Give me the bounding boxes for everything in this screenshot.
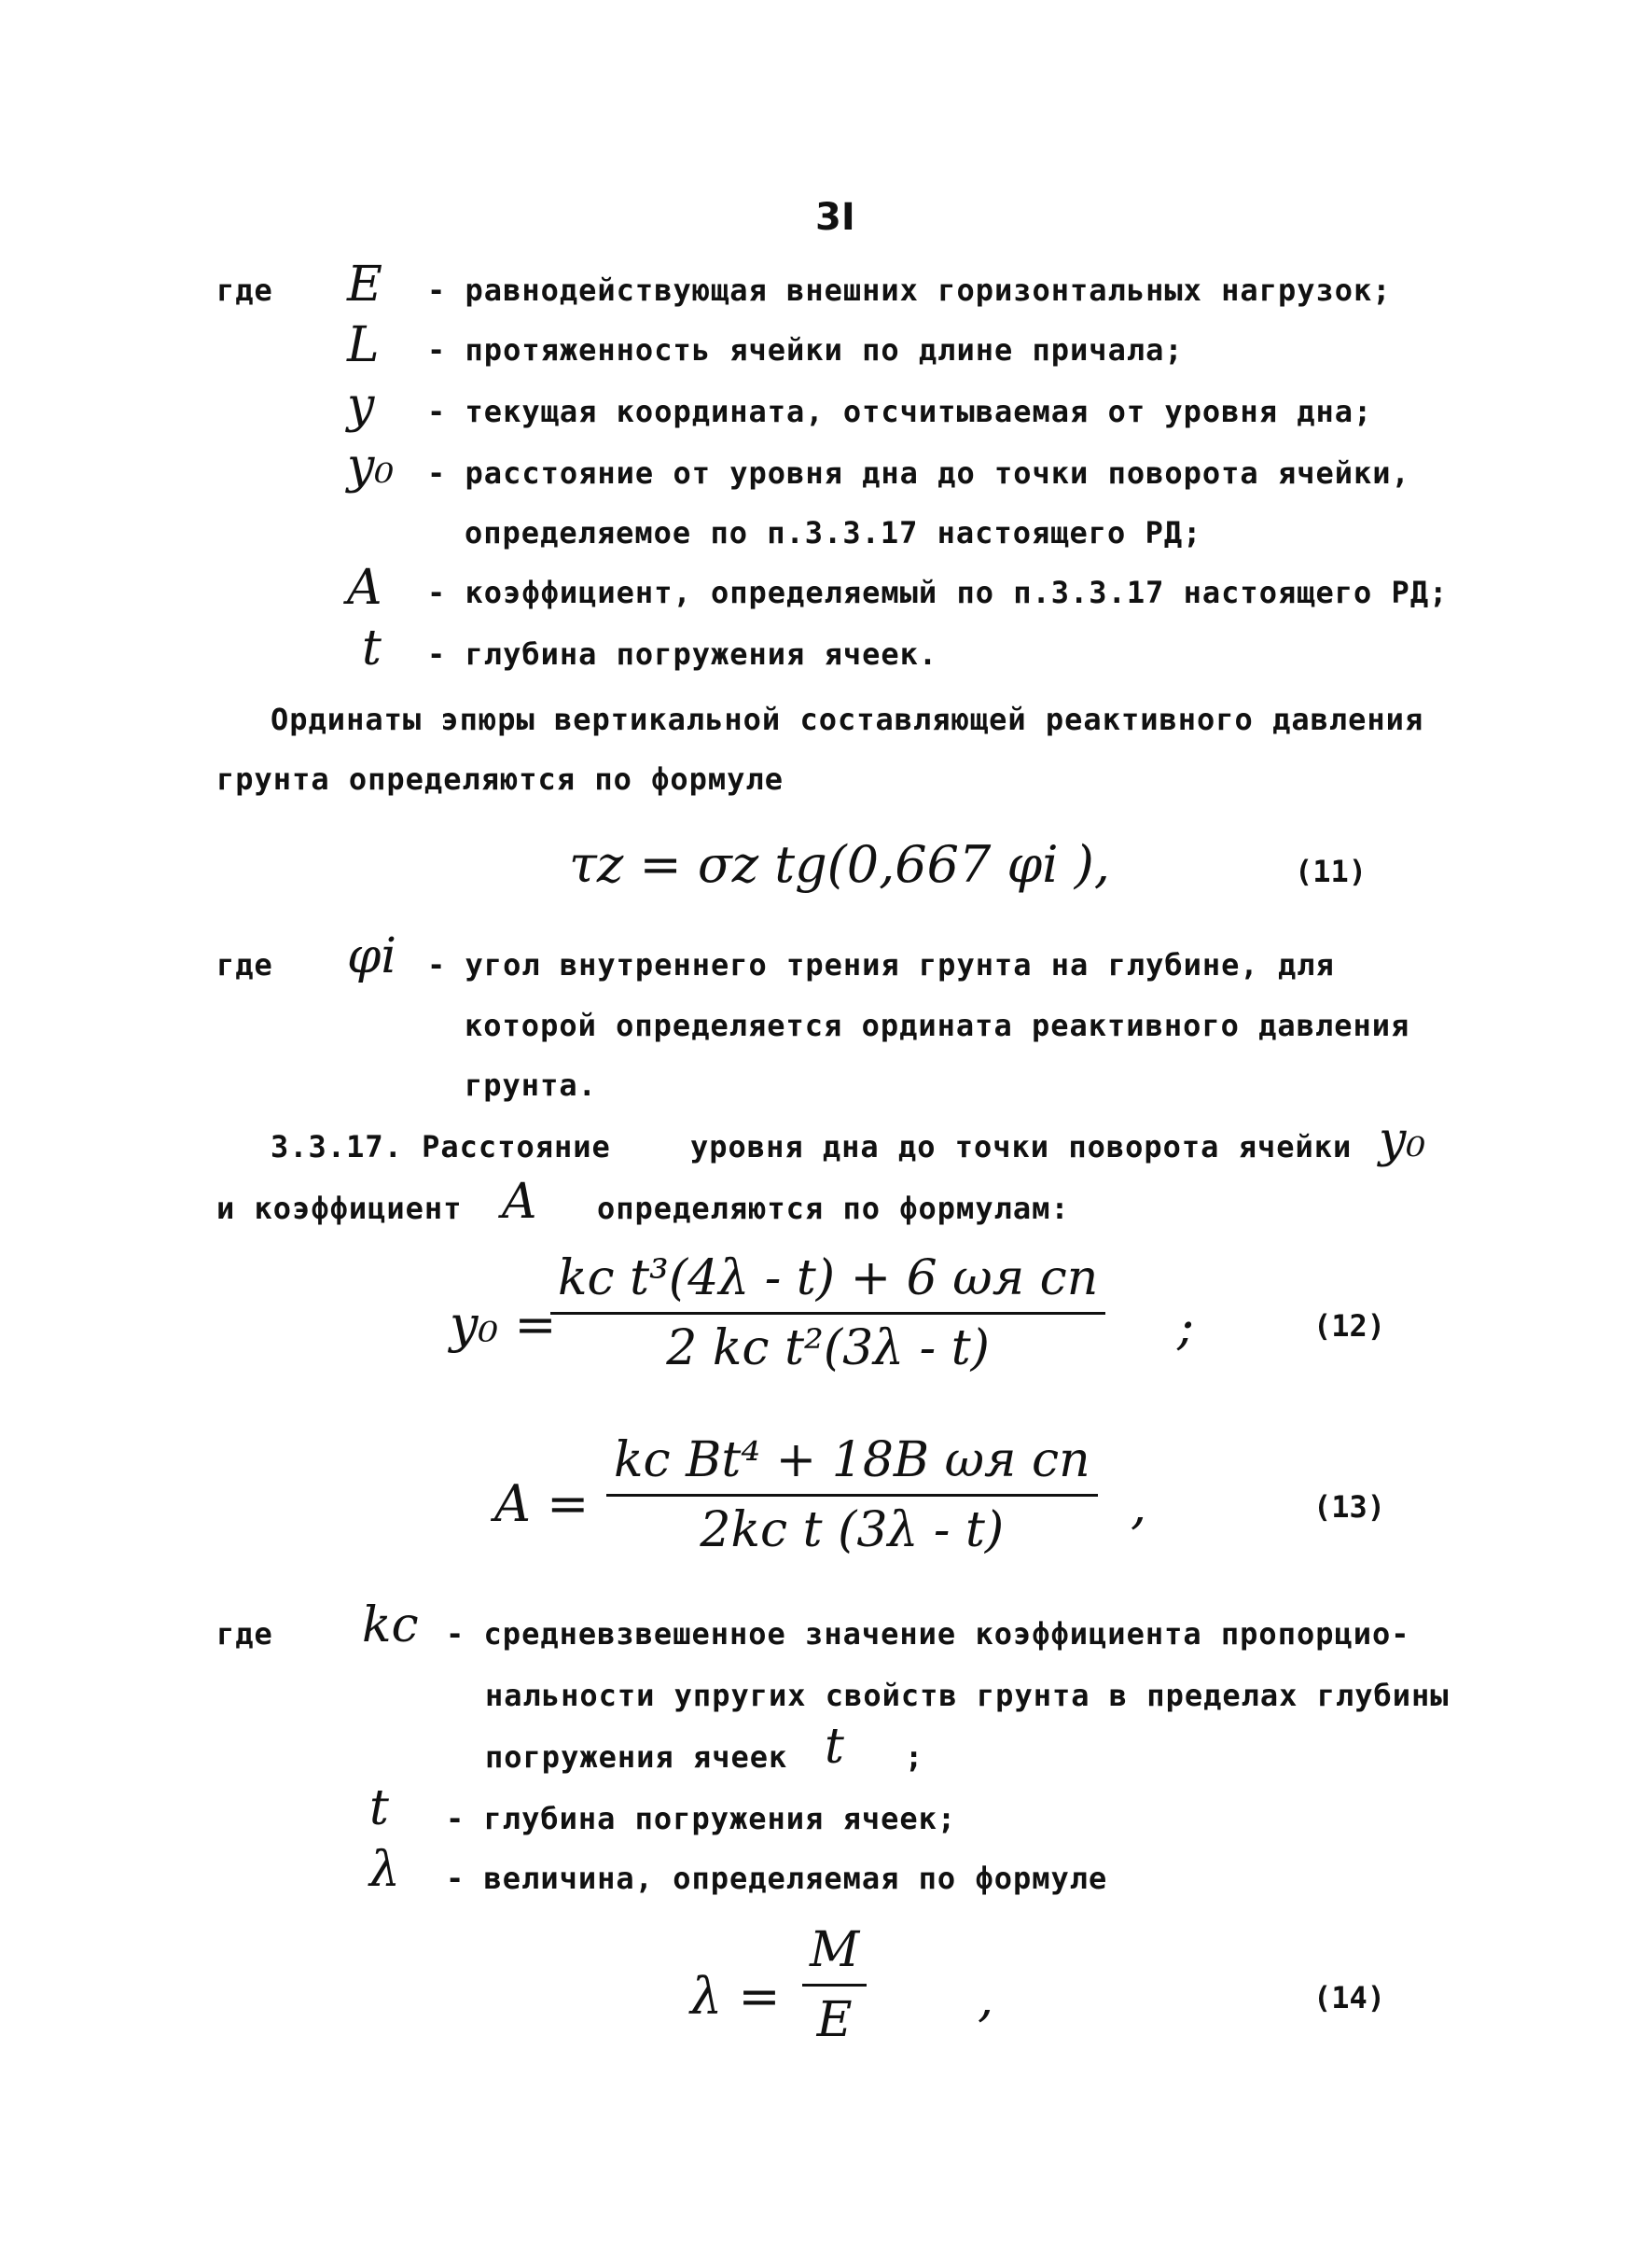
equation-12-number: (12) [1313, 1308, 1386, 1344]
where-label: где [216, 1616, 273, 1652]
def-phi-line1: - угол внутреннего трения грунта на глубине, для [427, 947, 1335, 983]
def-t-text: - глубина погружения ячеек. [427, 636, 938, 672]
equation-14-lhs: λ = [690, 1967, 781, 2026]
def-t2-text: - глубина погружения ячеек; [446, 1801, 957, 1836]
symbol-t-inline: t [825, 1719, 844, 1775]
def-phi-line3: грунта. [465, 1067, 597, 1103]
def-lambda-text: - величина, определяемая по формуле [446, 1861, 1108, 1896]
def-y-text: - текущая координата, отсчитываемая от уровня дна; [427, 394, 1373, 429]
symbol-phi: φi [347, 928, 397, 984]
equation-12-denominator: 2 kc t²(3λ - t) [666, 1320, 990, 1376]
para2-line1-b: уровня дна до точки поворота ячейки [690, 1129, 1353, 1164]
symbol-t: t [362, 621, 382, 676]
para1-line2: грунта определяются по формуле [216, 761, 784, 797]
def-A-text: - коэффициент, определяемый по п.3.3.17 настоящего РД; [427, 575, 1449, 610]
para2-line2-b: определяются по формулам: [597, 1191, 1070, 1226]
symbol-kc: kc [362, 1597, 419, 1653]
equation-11: τz = σz tg(0,667 φi ), [569, 835, 1110, 894]
equation-11-number: (11) [1295, 854, 1367, 889]
equation-12-suffix: ; [1177, 1297, 1195, 1356]
symbol-A: A [347, 560, 382, 616]
where-label: где [216, 947, 273, 983]
def-phi-line2: которой определяется ордината реактивного давления [465, 1008, 1410, 1043]
equation-12-lhs: y₀ = [450, 1295, 557, 1354]
para2-line1-a: 3.3.17. Расстояние [271, 1129, 611, 1164]
def-kc-line1: - средневзвешенное значение коэффициента пропорцио- [446, 1616, 1410, 1652]
equation-14-suffix: , [978, 1969, 994, 2028]
equation-13-numerator: kc Bt⁴ + 18B ωя cп [606, 1432, 1098, 1497]
page-number: 3I [815, 196, 855, 239]
equation-13-suffix: , [1131, 1476, 1147, 1535]
def-y0-cont: определяемое по п.3.3.17 настоящего РД; [465, 515, 1202, 551]
where-label: где [216, 272, 273, 308]
def-kc-line3-end: ; [905, 1739, 924, 1775]
equation-14-number: (14) [1313, 1980, 1386, 2015]
equation-13-lhs: A = [494, 1474, 590, 1533]
symbol-y: y [347, 378, 375, 434]
para1-line1: Ординаты эпюры вертикальной составляющей реактивного давления [271, 702, 1424, 737]
symbol-L: L [347, 317, 380, 373]
equation-12-numerator: kc t³(4λ - t) + 6 ωя cп [550, 1250, 1105, 1315]
symbol-t: t [369, 1780, 389, 1836]
equation-13-fraction [606, 1432, 1098, 1558]
equation-12-fraction [550, 1250, 1105, 1376]
equation-14-numerator: M [802, 1922, 867, 1987]
equation-14-denominator: E [816, 1992, 853, 2048]
symbol-y0-inline: y₀ [1379, 1112, 1426, 1168]
equation-13-denominator: 2kc t (3λ - t) [700, 1502, 1005, 1558]
para2-line2-a: и коэффициент [216, 1191, 463, 1226]
def-L-text: - протяженность ячейки по длине причала; [427, 332, 1184, 368]
def-kc-line2: нальности упругих свойств грунта в пределах глубины [485, 1678, 1450, 1713]
def-E-text: - равнодействующая внешних горизонтальных нагрузок; [427, 272, 1392, 308]
equation-13-number: (13) [1313, 1489, 1386, 1525]
symbol-y0: y₀ [347, 439, 395, 495]
symbol-A-inline: A [502, 1174, 537, 1230]
symbol-E: E [347, 257, 382, 313]
def-kc-line3: погружения ячеек [485, 1739, 788, 1775]
def-y0-text: - расстояние от уровня дна до точки поворота ячейки, [427, 455, 1410, 491]
equation-14-fraction [802, 1922, 867, 2048]
symbol-lambda: λ [369, 1842, 400, 1898]
